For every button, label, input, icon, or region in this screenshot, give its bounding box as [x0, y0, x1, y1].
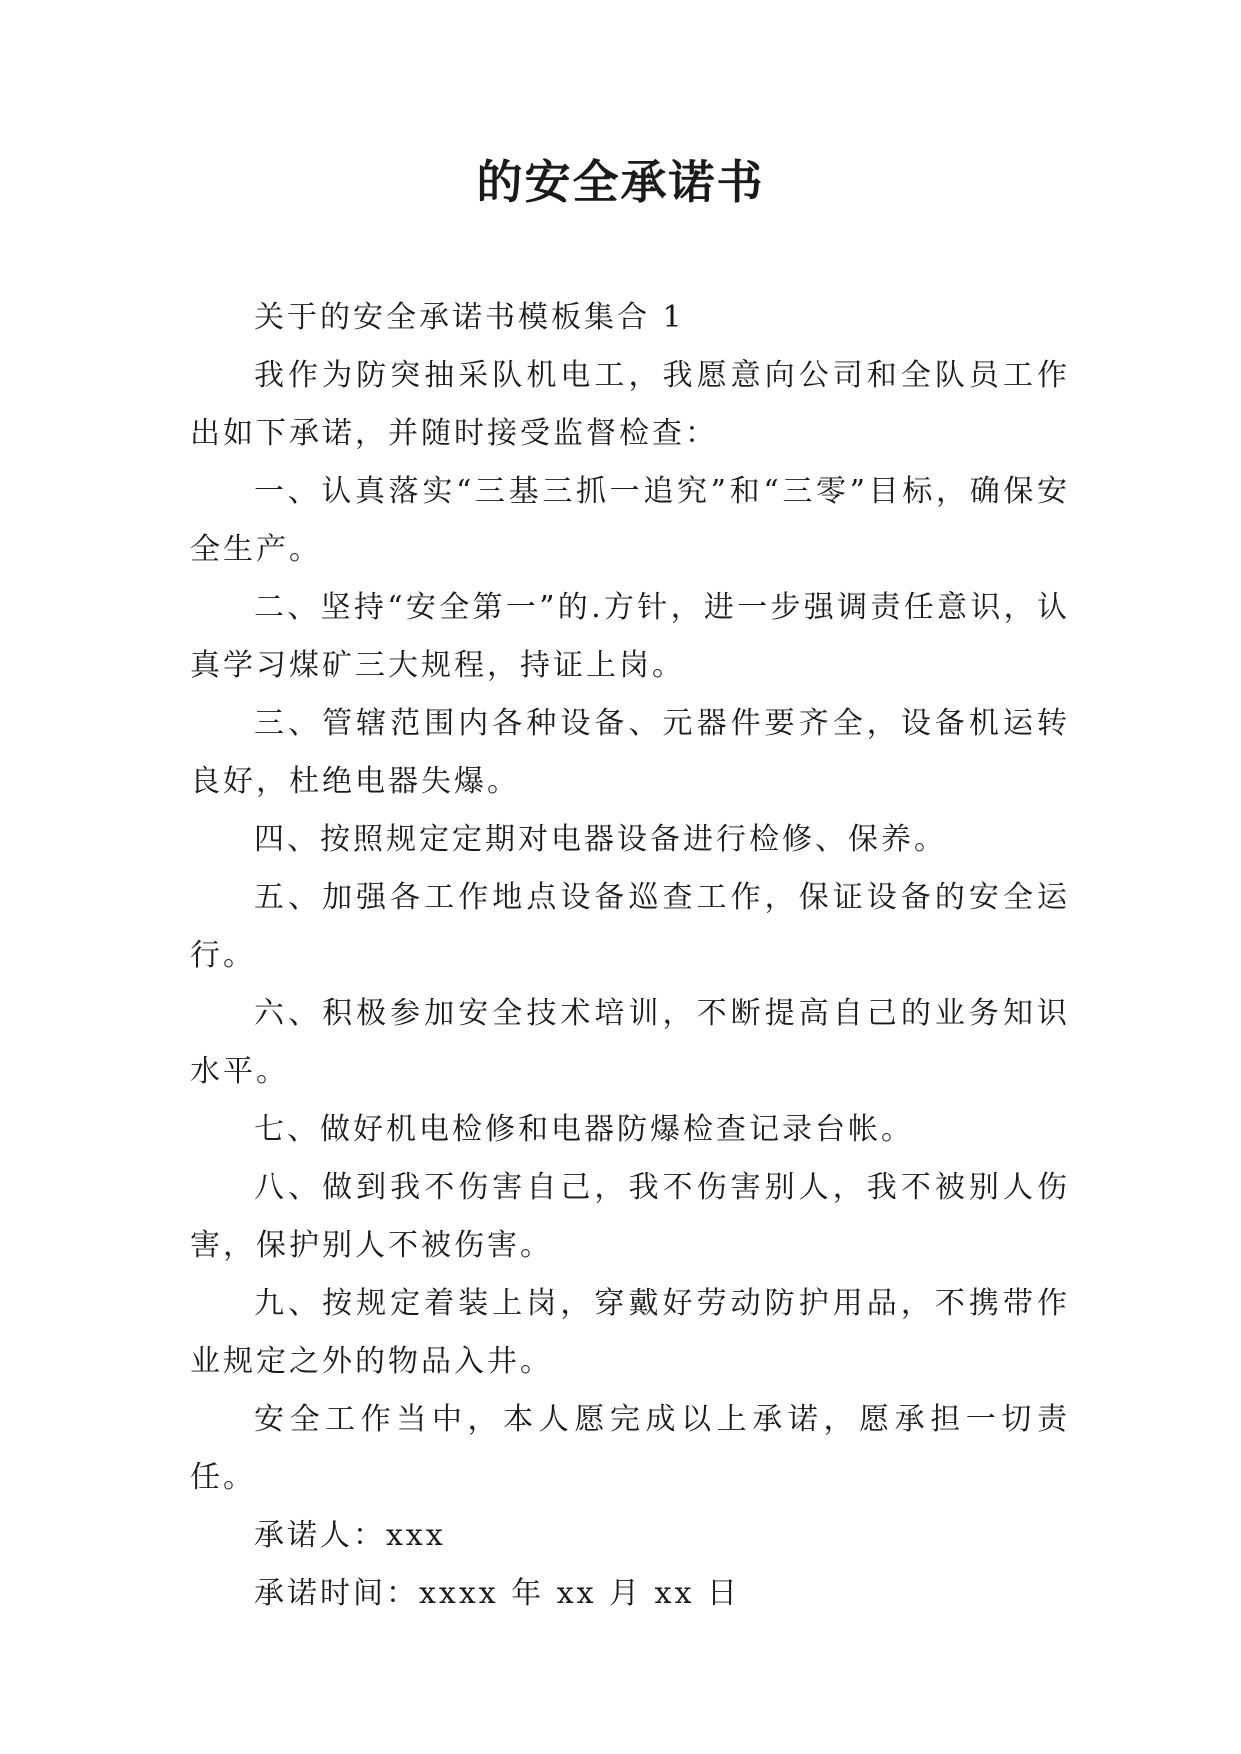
- paragraph-heading: 关于的安全承诺书模板集合 1: [254, 300, 685, 335]
- paragraph-item-9: 九、按规定着装上岗，穿戴好劳动防护用品，不携带作业规定之外的物品入井。: [190, 1286, 1070, 1379]
- promiser-line: 承诺人：xxx: [254, 1518, 446, 1553]
- paragraph-conclusion: 安全工作当中，本人愿完成以上承诺，愿承担一切责任。: [190, 1402, 1070, 1495]
- paragraph-item-3: 三、管辖范围内各种设备、元器件要齐全，设备机运转良好，杜绝电器失爆。: [190, 706, 1070, 799]
- paragraph-item-5: 五、加强各工作地点设备巡查工作，保证设备的安全运行。: [190, 880, 1070, 973]
- paragraph-intro: 我作为防突抽采队机电工，我愿意向公司和全队员工作出如下承诺，并随时接受监督检查：: [190, 358, 1070, 451]
- promise-date-line: 承诺时间：xxxx 年 xx 月 xx 日: [254, 1576, 741, 1611]
- paragraph-item-4: 四、按照规定定期对电器设备进行检修、保养。: [254, 822, 947, 857]
- paragraph-item-8: 八、做到我不伤害自己，我不伤害别人，我不被别人伤害，保护别人不被伤害。: [190, 1170, 1070, 1263]
- paragraph-item-1: 一、认真落实“三基三抓一追究”和“三零”目标，确保安全生产。: [190, 474, 1070, 567]
- document-body: [190, 289, 1070, 1623]
- document-title: 的安全承诺书: [476, 155, 765, 209]
- paragraph-item-2: 二、坚持“安全第一”的.方针，进一步强调责任意识，认真学习煤矿三大规程，持证上岗。: [190, 590, 1070, 683]
- paragraph-item-6: 六、积极参加安全技术培训，不断提高自己的业务知识水平。: [190, 996, 1070, 1089]
- paragraph-item-7: 七、做好机电检修和电器防爆检查记录台帐。: [254, 1112, 914, 1147]
